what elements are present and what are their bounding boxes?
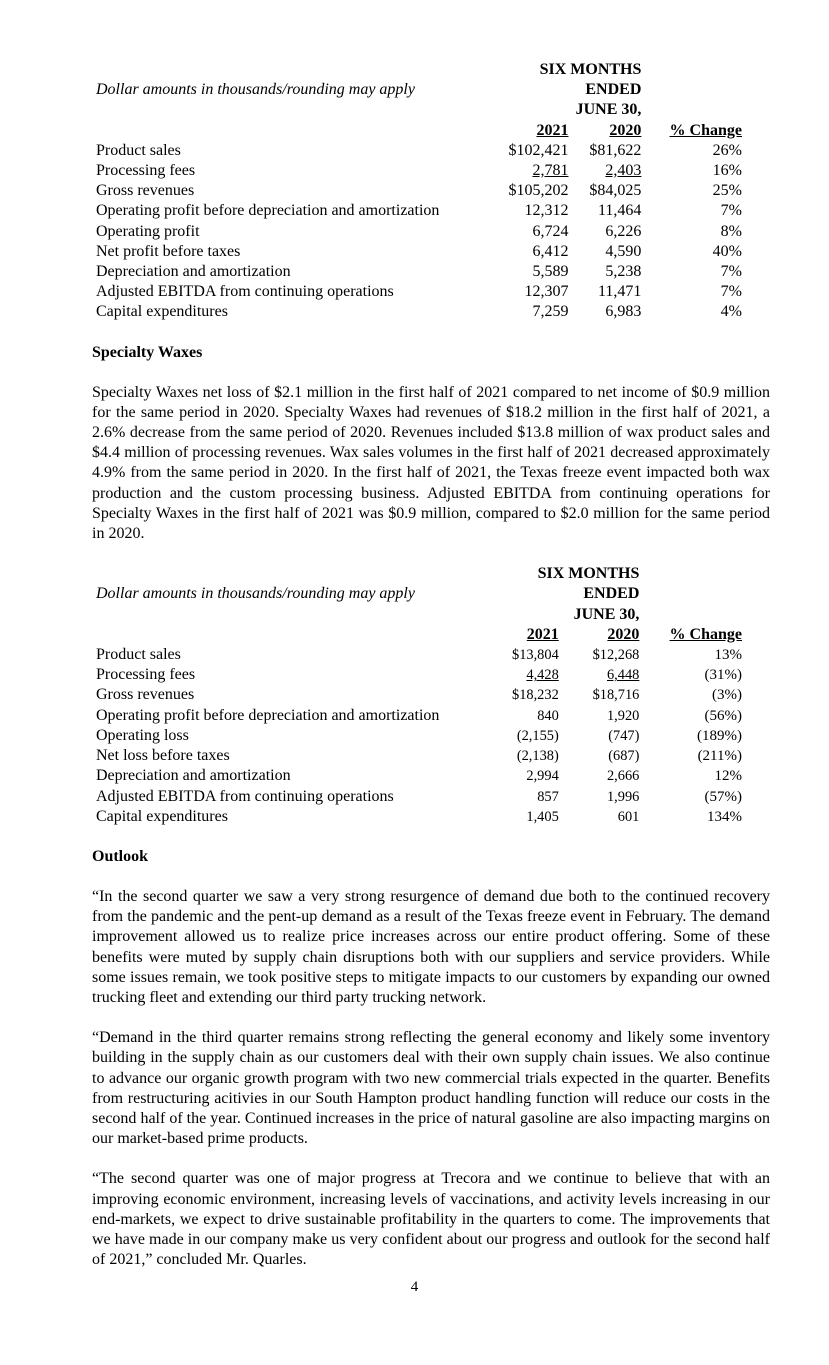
col-header-2020: 2020: [607, 625, 640, 643]
value-change: 7%: [720, 283, 742, 301]
row-label: Adjusted EBITDA from continuing operations: [96, 283, 394, 301]
value-2021: 1,405: [526, 808, 559, 825]
value-change: 40%: [712, 242, 742, 260]
row-label: Gross revenues: [96, 686, 195, 704]
value-2021: 4,428: [526, 667, 559, 684]
document-page: [92, 60, 770, 1270]
table-row: [90, 706, 742, 726]
value-change: 7%: [720, 202, 742, 220]
row-label: Net profit before taxes: [96, 242, 241, 260]
table-row: [90, 807, 742, 827]
value-2020: 6,226: [605, 222, 642, 240]
table-row: [90, 766, 742, 786]
page-number: 4: [410, 1279, 419, 1295]
row-label: Processing fees: [96, 162, 196, 180]
value-change: (3%): [712, 687, 742, 704]
value-change: 4%: [720, 303, 742, 321]
table-note: Dollar amounts in thousands/rounding may apply: [96, 81, 415, 99]
value-change: 16%: [712, 162, 742, 180]
row-label: Adjusted EBITDA from continuing operations: [96, 787, 394, 805]
value-2020: 601: [617, 808, 640, 825]
value-2021: 12,307: [524, 283, 569, 301]
value-change: 8%: [720, 222, 742, 240]
table-row: [90, 665, 742, 685]
value-2021: 5,589: [532, 263, 569, 281]
period-header-line-3: JUNE 30,: [573, 605, 640, 623]
row-label: Net loss before taxes: [96, 747, 230, 765]
table-row: [90, 645, 742, 665]
value-2021: 840: [537, 707, 559, 724]
value-change: (189%): [697, 727, 742, 744]
table-note: Dollar amounts in thousands/rounding may apply: [96, 585, 415, 603]
value-change: 7%: [720, 263, 742, 281]
table-row: [90, 242, 742, 262]
value-2021: $102,421: [508, 141, 569, 159]
value-2021: $105,202: [508, 182, 569, 200]
row-label: Capital expenditures: [96, 807, 228, 825]
row-label: Gross revenues: [96, 182, 195, 200]
value-2020: $81,622: [589, 141, 642, 159]
value-2021: 2,994: [526, 768, 559, 785]
value-change: (56%): [704, 707, 742, 724]
value-change: 12%: [714, 768, 742, 785]
table-row: [90, 161, 742, 181]
value-change: 13%: [714, 647, 742, 664]
row-label: Depreciation and amortization: [96, 263, 291, 281]
specialty-waxes-paragraph: Specialty Waxes net loss of $2.1 million in the first half of 2021 compared to net income of $0.9 million for the same period in 2020. Specialty Waxes had revenues of $18.2 million in the first half of 2021, a 2.6% decrease from the same period of 2020. Revenues included $13.8 million of wax product sales and $4.4 million of processing revenues. Wax sales volumes in the first half of 2021 decreased approximately 4.9% from the same period in 2020. In the first half of 2021, the Texas freeze event impacted both wax production and the custom processing business. Adjusted EBITDA from continuing operations for Specialty Waxes in the first half of 2021 was $0.9 million, compared to $2.0 million for the same period in 2020.: [92, 383, 770, 543]
value-2020: 1,920: [606, 707, 640, 724]
row-label: Operating loss: [96, 726, 189, 744]
value-change: (211%): [697, 748, 742, 765]
value-2020: 11,464: [597, 202, 642, 220]
value-2021: (2,155): [516, 727, 559, 744]
value-2020: 6,448: [606, 667, 640, 684]
value-2021: 2,781: [532, 162, 569, 180]
value-2020: 2,666: [606, 768, 640, 785]
value-2021: (2,138): [516, 748, 559, 765]
value-change: (31%): [704, 667, 742, 684]
table-row: [90, 222, 742, 242]
table-row: [90, 746, 742, 766]
col-header-change: % Change: [669, 625, 742, 643]
value-2020: $12,268: [592, 647, 640, 664]
value-2020: $84,025: [589, 182, 642, 200]
value-2020: 2,403: [605, 162, 642, 180]
value-change: 26%: [712, 141, 742, 159]
value-2021: 6,724: [532, 222, 569, 240]
value-2020: (747): [608, 727, 640, 744]
table-row: [90, 262, 742, 282]
value-change: 134%: [707, 808, 742, 825]
period-header-line-2: ENDED: [583, 585, 640, 603]
value-2021: 7,259: [532, 303, 569, 321]
specialty-waxes-heading: Specialty Waxes: [92, 343, 203, 361]
row-label: Capital expenditures: [96, 303, 228, 321]
value-2020: 4,590: [605, 242, 642, 260]
row-label: Processing fees: [96, 666, 196, 684]
table-row: [90, 787, 742, 807]
value-2021: 857: [537, 788, 559, 805]
value-2021: 6,412: [532, 242, 569, 260]
row-label: Operating profit before depreciation and amortization: [96, 706, 440, 724]
col-header-change: % Change: [669, 121, 742, 139]
row-label: Product sales: [96, 141, 181, 159]
row-label: Depreciation and amortization: [96, 767, 291, 785]
table-row: [90, 181, 742, 201]
total-company-table: [90, 60, 742, 323]
outlook-heading: Outlook: [92, 847, 149, 865]
col-header-2020: 2020: [609, 121, 642, 139]
outlook-paragraph-1: “In the second quarter we saw a very strong resurgence of demand due both to the continued recovery from the pandemic and the pent-up demand as a result of the Texas freeze event in February. The demand improvement allowed us to realize price increases across our entire product offering. Some of these benefits were muted by supply chain disruptions both with our suppliers and service providers. While some issues remain, we took positive steps to mitigate impacts to our customers by expanding our owned trucking fleet and extending our third party trucking network.: [92, 887, 770, 1006]
value-2020: 1,996: [606, 788, 640, 805]
specialty-waxes-table: [90, 564, 742, 827]
period-header-line-3: JUNE 30,: [575, 101, 642, 119]
col-header-2021: 2021: [536, 121, 569, 139]
col-header-2021: 2021: [526, 625, 559, 643]
outlook-paragraph-3: “The second quarter was one of major progress at Trecora and we continue to believe that with an improving economic environment, increasing levels of vaccinations, and activity levels increasing in our end-markets, we expect to drive sustainable profitability in the quarters to come. The improvements that we have made in our company make us very confident about our progress and outlook for the second half of 2021,” concluded Mr. Quarles.: [92, 1170, 770, 1269]
table-row: [90, 282, 742, 302]
value-change: (57%): [704, 788, 742, 805]
value-2020: 6,983: [605, 303, 642, 321]
value-2021: $13,804: [512, 647, 559, 664]
value-change: 25%: [712, 182, 742, 200]
row-label: Operating profit: [96, 222, 200, 240]
value-2021: 12,312: [524, 202, 569, 220]
period-header-line-1: SIX MONTHS: [537, 565, 640, 583]
value-2020: 5,238: [605, 263, 642, 281]
row-label: Operating profit before depreciation and amortization: [96, 202, 440, 220]
value-2021: $18,232: [512, 687, 559, 704]
period-header-line-1: SIX MONTHS: [539, 61, 642, 78]
outlook-paragraph-2: “Demand in the third quarter remains strong reflecting the general economy and likely some inventory building in the supply chain as our customers deal with their own supply chain issues. We also continue to advance our organic growth program with two new commercial trials expected in the quarter. Benefits from restructuring acitivies in our South Hampton product handling function will reduce our costs in the second half of the year. Continued increases in the price of natural gasoline are also impacting margins on our market-based prime products.: [92, 1029, 770, 1148]
table-row: [90, 726, 742, 746]
value-2020: 11,471: [597, 283, 642, 301]
period-header-line-2: ENDED: [585, 81, 642, 99]
value-2020: $18,716: [592, 687, 640, 704]
table-row: [90, 685, 742, 705]
table-row: [90, 141, 742, 161]
row-label: Product sales: [96, 646, 181, 664]
table-row: [90, 302, 742, 322]
table-row: [90, 201, 742, 221]
value-2020: (687): [608, 748, 640, 765]
